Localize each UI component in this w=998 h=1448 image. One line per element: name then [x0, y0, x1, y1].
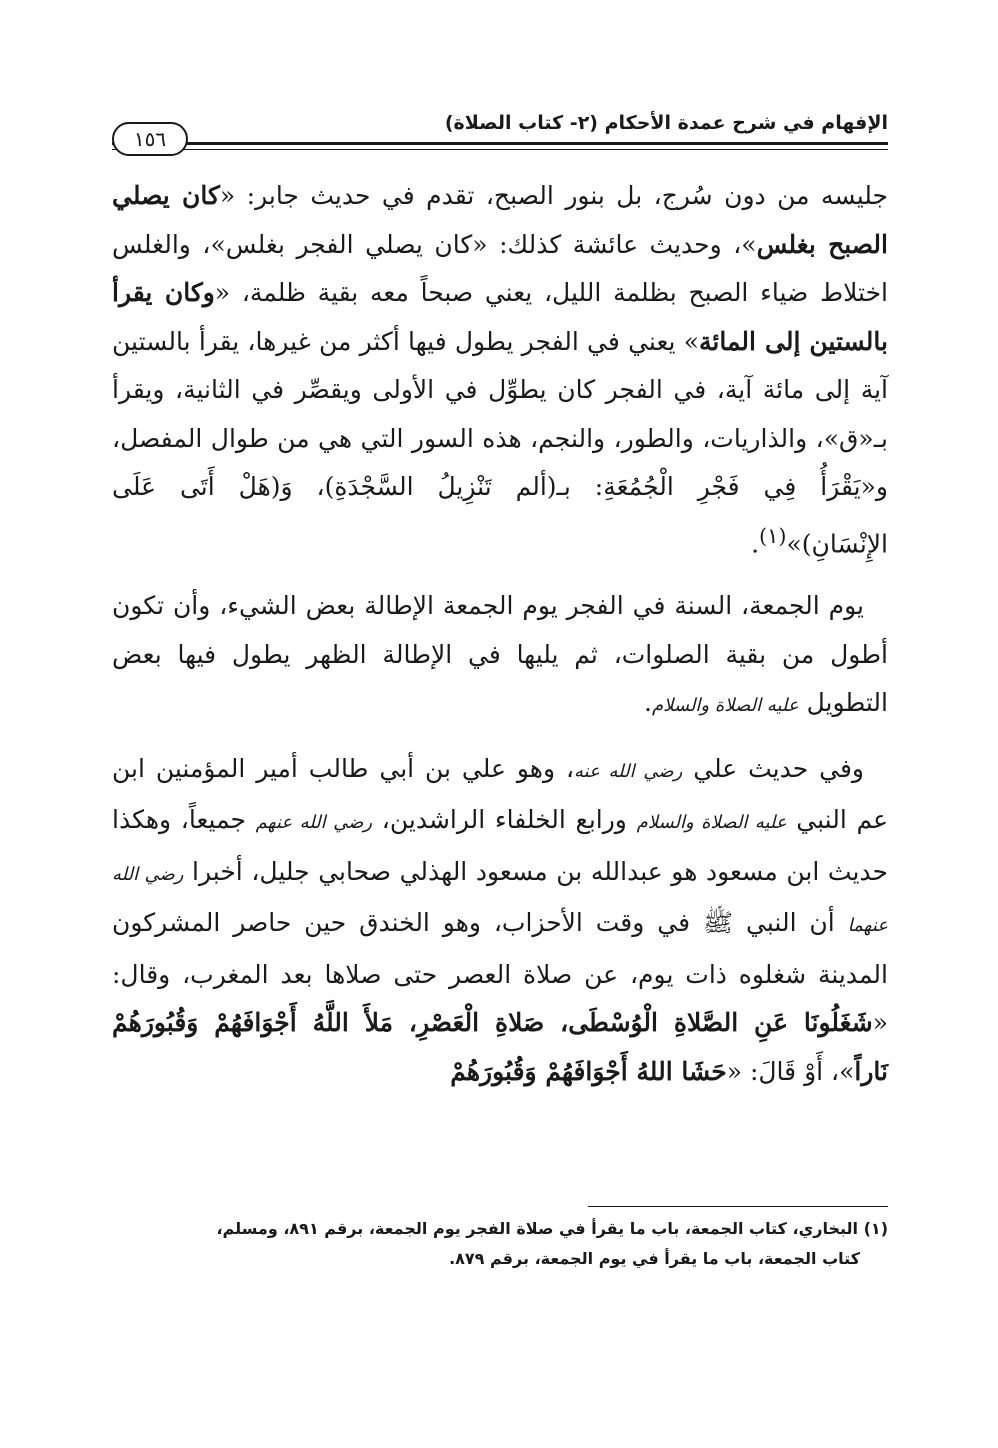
header-rule-thin [112, 149, 888, 150]
text-span: يوم الجمعة، السنة في الفجر يوم الجمعة الإطالة بعض الشيء، وأن تكون أطول من بقية الصلوات، ثم يليها في الإطالة الظهر يطول فيها بعض التطويل [112, 591, 888, 718]
text-span: ، وهو علي بن أبي طالب أمير المؤمنين ابن عم النبي [112, 753, 889, 835]
paragraph-2 [112, 582, 888, 731]
salutation-glyph: عليه الصلاة والسلام [636, 812, 787, 834]
footnote-separator [588, 1206, 888, 1207]
page-header [112, 104, 888, 160]
text-span: وفي حديث علي [682, 753, 864, 783]
hadith-quote: حَشَا اللهُ أَجْوَافَهُمْ وَقُبُورَهُمْ [450, 1056, 727, 1086]
footnote-line: (١) البخاري، كتاب الجمعة، باب ما يقرأ في صلاة الفجر يوم الجمعة، برقم ٨٩١، ومسلم، [216, 1219, 888, 1238]
paragraph-1 [112, 172, 888, 568]
text-span: جليسه من دون سُرج، بل بنور الصبح، تقدم في حديث جابر: « [219, 181, 888, 210]
text-span: » يعني في الفجر يطول فيها أكثر من غيرها، يقرأ بالستين آية إلى مائة آية، في الفجر كان يطوِّل في الأولى ويقصِّر في الثانية، ويقرأ بـ«ق»، والذاريات، والطور، والنجم، هذه السور التي هي من طوال المفصل، و«يَقْرَأُ فِي فَجْرِ الْجُمُعَةِ: بـ(ألم تَنْزِيلُ السَّجْدَةِ)، وَ(هَلْ أَتَى عَلَى الإِنْسَانِ)» [112, 326, 888, 558]
footnote-reference[interactable]: (١) [759, 523, 787, 548]
hadith-quote: وكان يقرأ بالستين إلى المائة [112, 278, 888, 356]
honorific-glyph: رضي الله عنهم [255, 812, 373, 834]
hadith-quote: شَغَلُونَا عَنِ الصَّلاةِ الْوُسْطَى، صَلاةِ الْعَصْرِ، مَلأَ اللَّهُ أَجْوَافَهُمْ وَقُبُورَهُمْ نَاراً [112, 1008, 888, 1086]
salutation-glyph: عليه الصلاة والسلام [652, 695, 799, 717]
paragraph-3 [112, 745, 888, 1097]
honorific-glyph: رضي الله عنه [574, 760, 683, 782]
main-text [112, 172, 888, 1110]
text-span: جميعاً، وهكذا حديث ابن مسعود هو عبدالله بن مسعود الهذلي صحابي جليل، أخبرا [112, 805, 888, 886]
text-span: »، أَوْ قَالَ: « [726, 1056, 855, 1086]
text-span: أن النبي [733, 908, 848, 938]
text-span: . [644, 688, 652, 718]
page-number: ١٥٦ [133, 127, 167, 151]
honorific-glyph: رضي الله عنهما [112, 863, 888, 937]
header-rule-thick [112, 142, 888, 145]
footnote [112, 1214, 888, 1274]
text-span: ورابع الخلفاء الراشدين، [372, 805, 637, 835]
page-number-badge [112, 122, 188, 156]
footnote-line: كتاب الجمعة، باب ما يقرأ في يوم الجمعة، برقم ٨٧٩. [449, 1249, 860, 1268]
salutation-glyph: ﷺ [702, 908, 734, 938]
text-span: »، وحديث عائشة كذلك: «كان يصلي الفجر بغلس»، والغلس اختلاط ضياء الصبح بظلمة الليل، يعني صبحاً معه بقية ظلمة، « [112, 229, 888, 307]
running-title: الإفهام في شرح عمدة الأحكام (٢- كتاب الصلاة) [444, 112, 888, 134]
hadith-quote: كان يصلي الصبح بغلس [112, 181, 888, 259]
text-span: . [751, 528, 760, 558]
text-span: في وقت الأحزاب، وهو الخندق حين حاصر المشركون المدينة شغلوه ذات يوم، عن صلاة العصر حتى صلاها بعد المغرب، وقال: « [112, 908, 888, 1038]
